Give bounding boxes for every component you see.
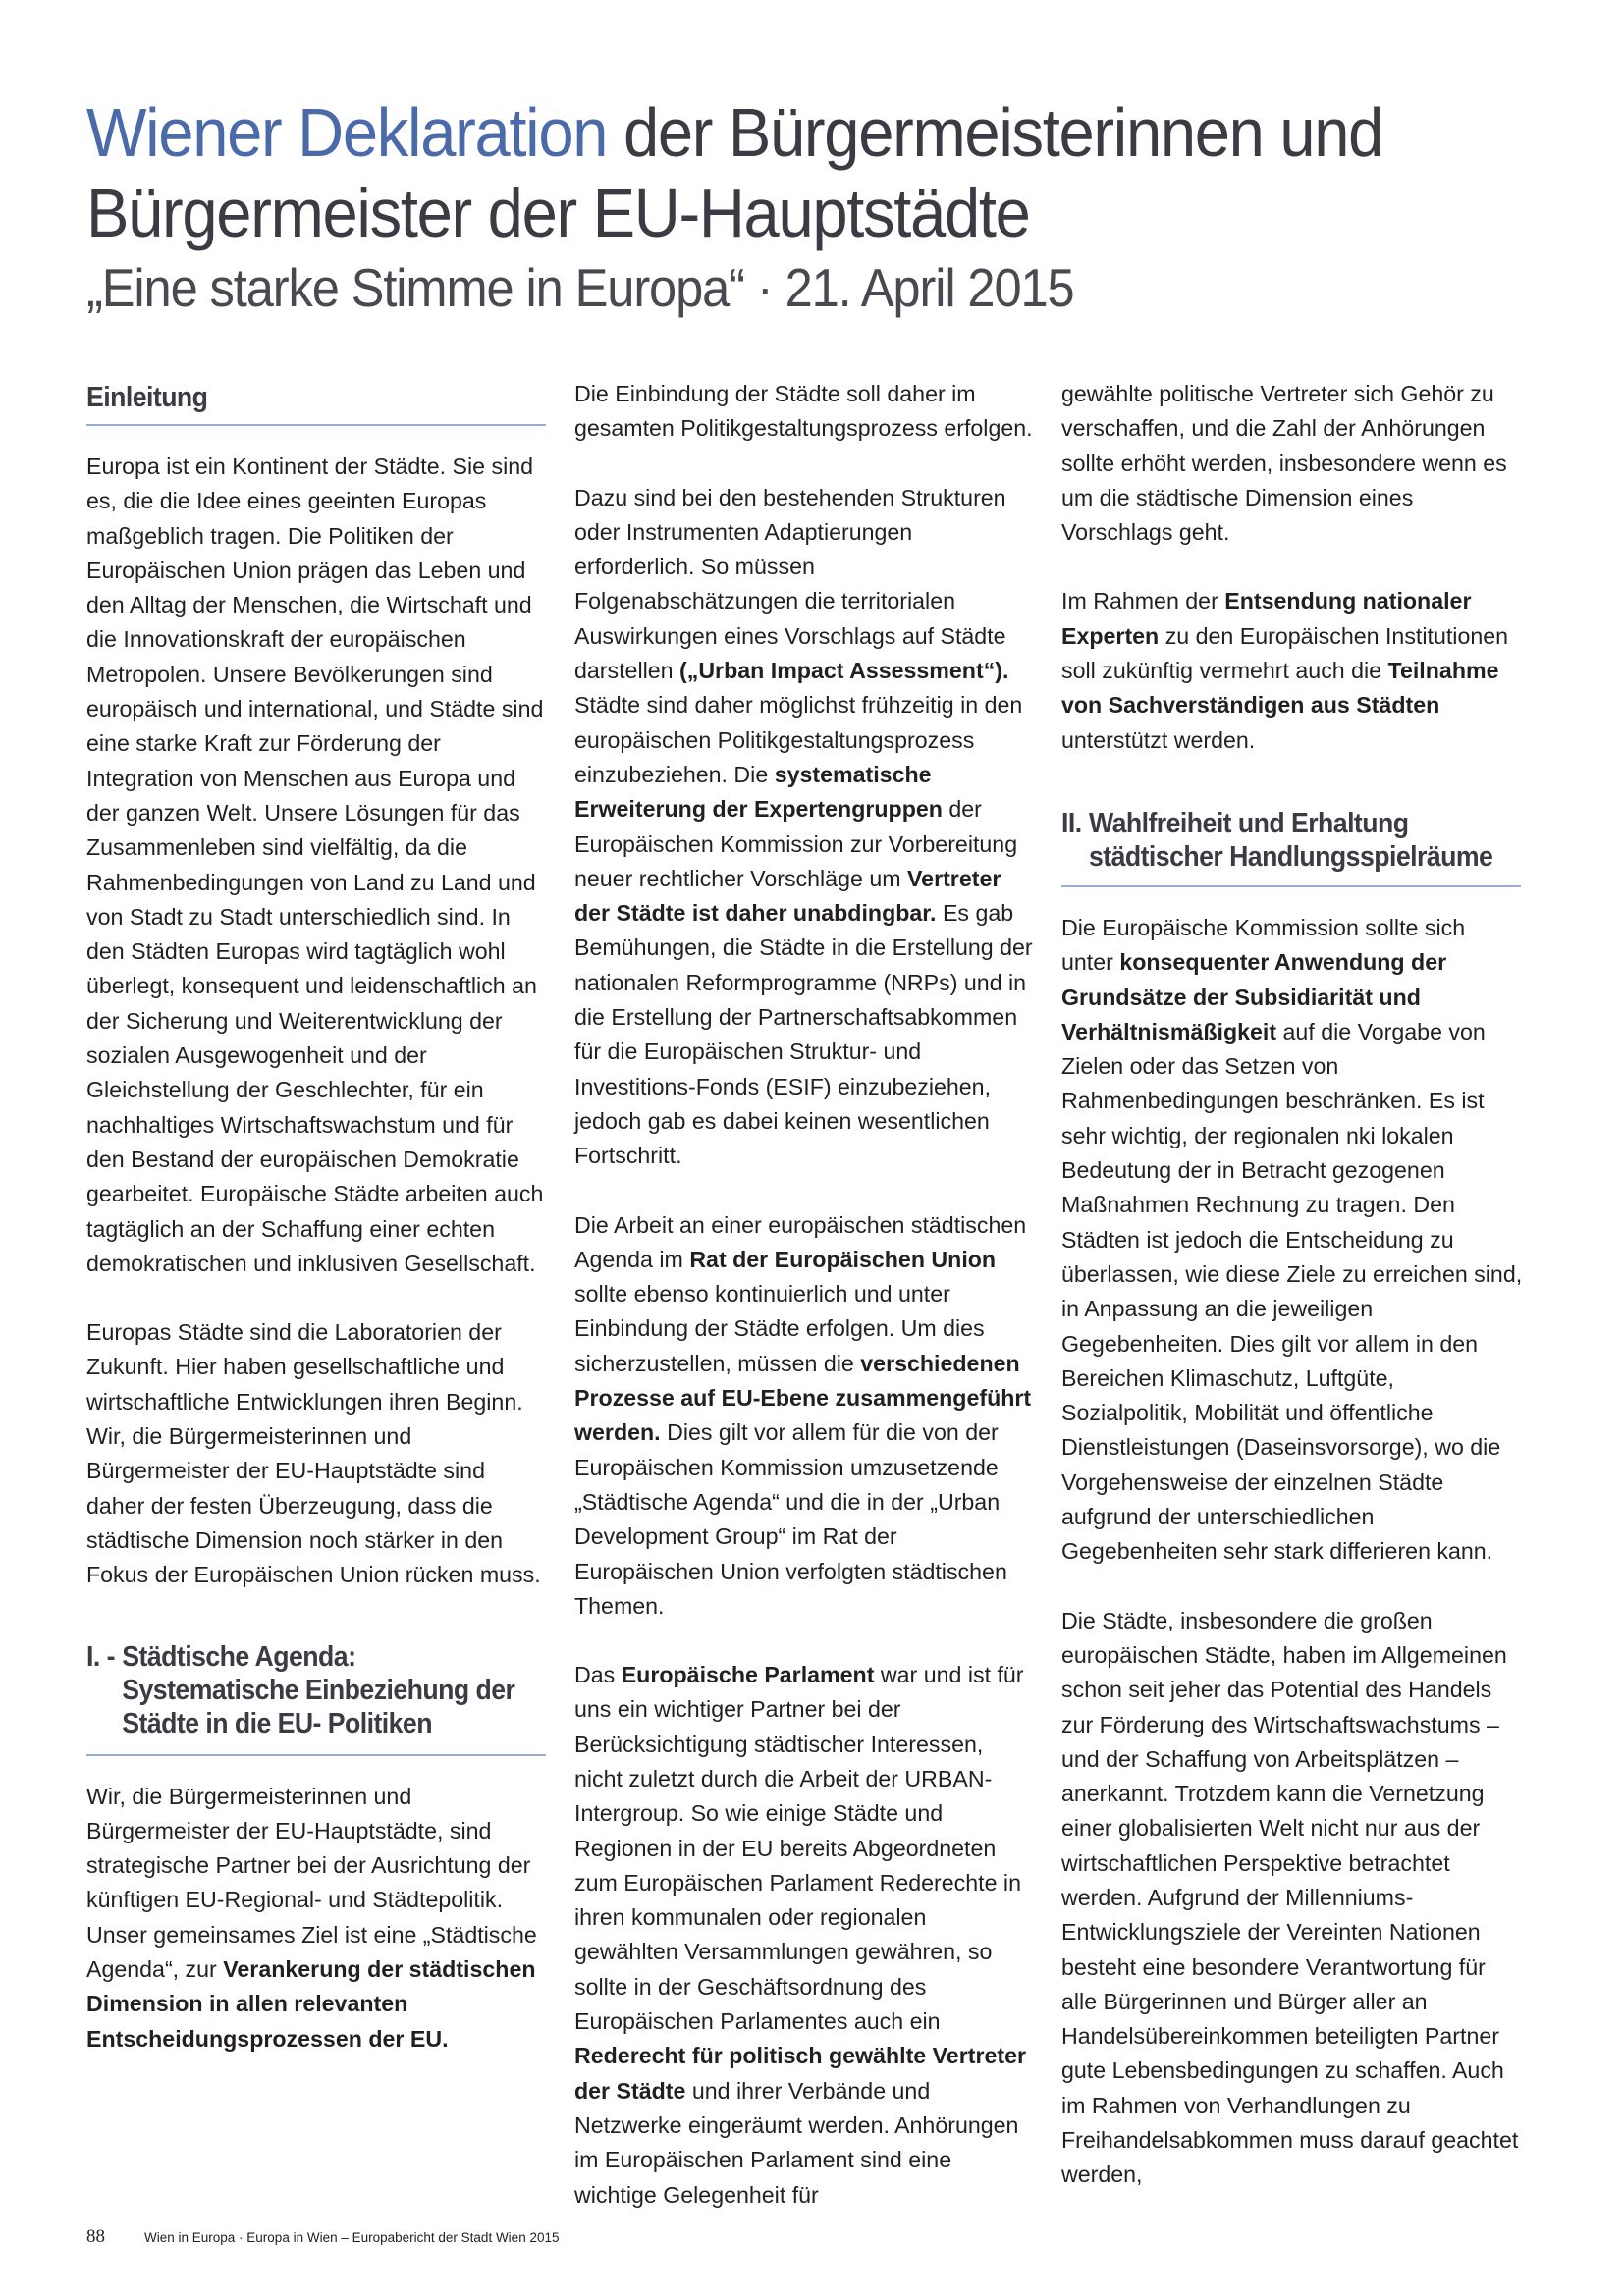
text-run: Das <box>574 1662 616 1688</box>
col3-paragraph-1: gewählte politische Vertreter sich Gehör zu verschaffen, und die Zahl der Anhörungen sollte erhöht werden, insbesondere wenn es um die städtische Dimension eines Vorschlags geht. <box>1061 381 1507 546</box>
text-run: zu den Europäischen Institutionen soll zukünftig vermehrt auch die <box>1061 622 1509 684</box>
text-run: Es gab Bemühungen, die Städte in die Erstellung der nationalen Reformprogramme (NRPs) und in die Erstellung der Partnerschaftsabkommen für die Europäischen Struktur- und Investitions-Fonds (ESIF) einzubeziehen, jedoch gab es dabei keinen wesentlichen Fortschritt. <box>574 900 1033 1169</box>
col2-paragraph-4 <box>574 1658 1036 2213</box>
emphasis: Vertreter der Städte ist daher unabdingbar. <box>574 865 1001 927</box>
intro-paragraph-2: Europas Städte sind die Laboratorien der Zukunft. Hier haben gesellschaftliche und wirtschaftliche Entwicklungen ihren Beginn. Wir, die Bürgermeisterinnen und Bürgermeister der EU-Hauptstädte sind daher der festen Überzeugung, dass die städtische Dimension noch stärker in den Fokus der Europäischen Union rücken muss. <box>86 1319 541 1588</box>
col2-paragraph-3 <box>574 1208 1036 1625</box>
text-run: Dies gilt vor allem für die von der Europäischen Kommission umzusetzende „Städtische Agenda“ und die in der „Urban Development Group“ im Rat der Europäischen Union verfolgten städtischen Themen. <box>574 1419 1007 1619</box>
footer-text: Wien in Europa · Europa in Wien – Europabericht der Stadt Wien 2015 <box>144 2230 560 2245</box>
section-1-number: I. - <box>86 1640 115 1673</box>
text-run: Wir, die Bürgermeisterinnen und Bürgermeister der EU-Hauptstädte, sind strategische Partner bei der Ausrichtung der künftigen EU-Regional- und Städtepolitik. Unser gemeinsames Ziel ist eine „Städtische Agenda“, zur <box>86 1783 537 1982</box>
emphasis: verschiedenen Prozesse auf EU-Ebene zusammengeführt werden. <box>574 1350 1032 1446</box>
page-footer <box>86 2226 559 2248</box>
intro-paragraph-1: Europa ist ein Kontinent der Städte. Sie sind es, die die Idee eines geeinten Europas maßgeblich tragen. Die Politiken der Europäischen Union prägen das Leben und den Alltag der Menschen, die Wirtschaft und die Innovationskraft der europäischen Metropolen. Unsere Bevölkerungen sind europäisch und international, und Städte sind eine starke Kraft zur Förderung der Integration von Menschen aus Europa und der ganzen Welt. Unsere Lösungen für das Zusammenleben sind vielfältig, da die Rahmenbedingungen von Land zu Land und von Stadt zu Stadt unterschiedlich sind. In den Städten Europas wird tagtäglich wohl überlegt, konsequent und leidenschaftlich an der Sicherung und Weiterentwicklung der sozialen Ausgewogenheit und der Gleichstellung der Geschlechter, für ein nachhaltiges Wirtschaftswachstum und für den Bestand der europäischen Demokratie gearbeitet. Europäische Städte arbeiten auch tagtäglich an der Schaffung einer echten demokratischen und inklusiven Gesellschaft. <box>86 454 544 1276</box>
section-1-paragraph-1 <box>86 1780 548 2056</box>
emphasis: Rederecht für politisch gewählte Vertreter der Städte <box>574 2043 1027 2104</box>
section-2-paragraph-1 <box>1061 911 1523 1570</box>
heading-einleitung: Einleitung <box>86 382 208 413</box>
col2-paragraph-2 <box>574 481 1036 1174</box>
text-run: Die Arbeit an einer europäischen städtischen Agenda im <box>574 1211 1027 1272</box>
section-2-title: Wahlfreiheit und Erhaltung städtischer Handlungsspielräume <box>1088 807 1493 873</box>
title-rest: der Bürgermeisterinnen und Bürgermeister der EU-Hauptstädte <box>86 94 1383 251</box>
text-run: und ihrer Verbände und Netzwerke eingeräumt werden. Anhörungen im Europäischen Parlament sind eine wichtige Gelegenheit für <box>574 2077 1019 2208</box>
text-run: Die Europäische Kommission sollte sich unter <box>1061 914 1466 976</box>
text-run: unterstützt werden. <box>1061 726 1256 753</box>
section-2-number: II. <box>1061 807 1082 839</box>
emphasis: Verankerung der städtischen Dimension in allen relevanten Entscheidungsprozessen der EU. <box>86 1955 536 2052</box>
emphasis: Teilnahme von Sachverständigen aus Städten <box>1061 658 1499 719</box>
heading-section-2 <box>1061 807 1513 874</box>
emphasis: („Urban Impact Assessment“). <box>679 658 1009 684</box>
page-subtitle: „Eine starke Stimme in Europa“ · 21. April 2015 <box>86 257 1074 318</box>
text-run: der Europäischen Kommission zur Vorbereitung neuer rechtlicher Vorschläge um <box>574 796 1018 891</box>
col3-paragraph-2 <box>1061 584 1523 757</box>
text-run: auf die Vorgabe von Zielen oder das Setzen von Rahmenbedingungen beschränken. Es ist sehr wichtig, der regionalen nki lokalen Bedeutung der in Betracht gezogenen Maßnahmen Rechnung zu tragen. Den Städten ist jedoch die Entscheidung zu überlassen, wie diese Ziele zu erreichen sind, in Anpassung an die jeweiligen Gegebenheiten. Dies gilt vor allem in den Bereichen Klimaschutz, Luftgüte, Sozialpolitik, Mobilität und öffentliche Dienstleistungen (Daseinsvorsorge), wo die Vorgehensweise der einzelnen Städte aufgrund der unterschiedlichen Gegebenheiten sehr stark differieren kann. <box>1061 1018 1523 1565</box>
emphasis: konsequenter Anwendung der Grundsätze der Subsidiarität und Verhältnismäßigkeit <box>1061 949 1447 1044</box>
emphasis: Entsendung nationaler Experten <box>1061 588 1472 649</box>
emphasis: Europäische Parlament <box>621 1662 875 1688</box>
page-number: 88 <box>86 2226 105 2247</box>
column-1 <box>86 377 548 2056</box>
text-run: sollte ebenso kontinuierlich und unter Einbindung der Städte erfolgen. Um dies sicherzustellen, müssen die <box>574 1281 985 1376</box>
emphasis: Rat der Europäischen Union <box>689 1246 997 1272</box>
section-1-title: Städtische Agenda: Systematische Einbeziehung der Städte in die EU- Politiken <box>122 1640 515 1739</box>
column-3 <box>1061 377 1523 2193</box>
page-title <box>86 92 1437 253</box>
text-run: Dazu sind bei den bestehenden Strukturen oder Instrumenten Adaptierungen erforderlich. So müssen Folgenabschätzungen die territorialen Auswirkungen eines Vorschlags auf Städte darstellen <box>574 484 1006 684</box>
column-2 <box>574 377 1036 2213</box>
heading-section-1 <box>86 1640 538 1740</box>
emphasis: systematische Erweiterung der Expertengruppen <box>574 761 943 823</box>
text-run: Im Rahmen der <box>1061 588 1218 614</box>
text-run: Städte sind daher möglichst frühzeitig in den europäischen Politikgestaltungsprozess einzubeziehen. Die <box>574 692 1023 787</box>
title-highlight: Wiener Deklaration <box>86 94 608 171</box>
col2-paragraph-1: Die Einbindung der Städte soll daher im gesamten Politikgestaltungsprozess erfolgen. <box>574 381 1033 442</box>
section-2-paragraph-2: Die Städte, insbesondere die großen europäischen Städte, haben im Allgemeinen schon seit jeher das Potential des Handels zur Förderung des Wirtschaftswachstums – und der Schaffung von Arbeitsplätzen – anerkannt. Trotzdem kann die Vernetzung einer globalisierten Welt nicht nur aus der wirtschaftlichen Perspektive betrachtet werden. Aufgrund der Millenniums-Entwicklungsziele der Vereinten Nationen besteht eine besondere Verantwortung für alle Bürgerinnen und Bürger aller an Handelsübereinkommen beteiligten Partner gute Lebensbedingungen zu schaffen. Auch im Rahmen von Verhandlungen zu Freihandelsabkommen muss darauf geachtet werden, <box>1061 1607 1519 2188</box>
text-run: war und ist für uns ein wichtiger Partner bei der Berücksichtigung städtischer Interessen, nicht zuletzt durch die Arbeit der URBAN-Intergroup. So wie einige Städte und Regionen in der EU bereits Abgeordneten zum Europäischen Parlament Rederechte in ihren kommunalen oder regionalen gewählten Versammlungen gewähren, so sollte in der Geschäftsordnung des Europäischen Parlamentes auch ein <box>574 1662 1024 2035</box>
